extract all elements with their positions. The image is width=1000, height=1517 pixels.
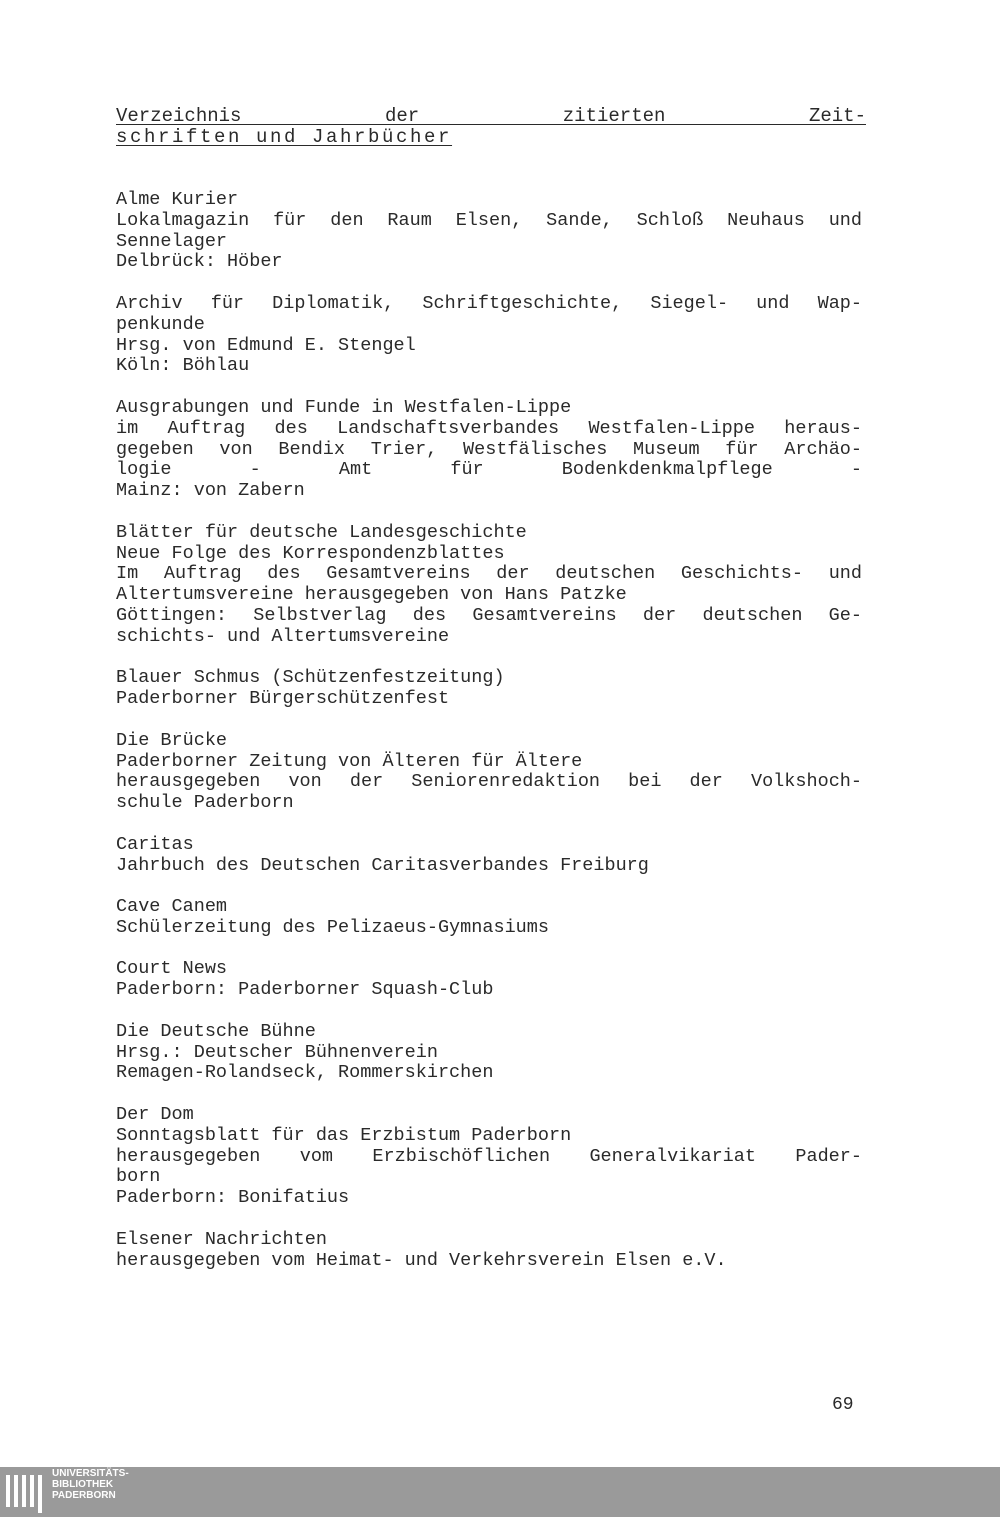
periodical-title: Alme Kurier — [116, 189, 239, 210]
periodical-entry — [116, 668, 862, 710]
periodicals-list — [116, 190, 862, 1292]
periodical-detail-line: Hrsg.: Deutscher Bühnenverein — [116, 1041, 438, 1063]
logo-line: BIBLIOTHEK — [52, 1479, 114, 1490]
periodical-entry — [116, 959, 862, 1001]
periodical-detail-line: Mainz: von Zabern — [116, 480, 305, 502]
page-title — [116, 106, 866, 148]
periodical-title: Court News — [116, 958, 228, 980]
page-number: 69 — [832, 1395, 854, 1415]
periodical-detail-line: Delbrück: Höber — [116, 251, 283, 273]
periodical-detail-line: Neue Folge des Korrespondenzblattes — [116, 542, 505, 564]
periodical-detail-line: Paderborner Bürgerschützenfest — [116, 688, 450, 710]
periodical-title: Elsener Nachrichten — [116, 1228, 327, 1250]
periodical-title: Blätter für deutsche Landesgeschichte — [116, 521, 527, 543]
periodical-detail-line: gegeben von Bendix Trier, Westfälisches Museum für Archäo- — [116, 438, 862, 460]
periodical-title: Cave Canem — [116, 896, 228, 918]
periodical-detail-line: Schülerzeitung des Pelizaeus-Gymnasiums — [116, 916, 549, 938]
periodical-detail-line: herausgegeben von der Seniorenredaktion bei der Volkshoch- — [116, 771, 862, 793]
periodical-title: Die Brücke — [116, 729, 228, 751]
periodical-title: Der Dom — [116, 1104, 194, 1126]
periodical-entry — [116, 731, 862, 814]
periodical-detail-line: Sennelager — [116, 230, 228, 252]
periodical-entry — [116, 1230, 862, 1272]
periodical-detail-line: Hrsg. von Edmund E. Stengel — [116, 334, 416, 356]
periodical-detail-line: Im Auftrag des Gesamtvereins der deutschen Geschichts- und — [116, 563, 862, 585]
periodical-title: Archiv für Diplomatik, Schriftgeschichte, Siegel- und Wap- — [116, 292, 862, 314]
periodical-entry — [116, 897, 862, 939]
periodical-entry — [116, 835, 862, 877]
logo-line: PADERBORN — [52, 1490, 116, 1501]
periodical-detail-line: im Auftrag des Landschaftsverbandes Westfalen-Lippe heraus- — [116, 417, 862, 439]
periodical-detail-line: Göttingen: Selbstverlag des Gesamtvereins der deutschen Ge- — [116, 604, 862, 626]
periodical-detail-line: Paderborn: Bonifatius — [116, 1187, 350, 1209]
periodical-entry — [116, 190, 862, 273]
periodical-detail-line: Paderborner Zeitung von Älteren für Ältere — [116, 750, 583, 772]
periodical-detail-line: logie - Amt für Bodenkdenkmalpflege - — [116, 459, 862, 481]
periodical-detail-line: Altertumsvereine herausgegeben von Hans Patzke — [116, 584, 627, 606]
title-line-1: Verzeichnis der zitierten Zeit- — [116, 105, 866, 127]
periodical-entry — [116, 1105, 862, 1209]
periodical-detail-line: schule Paderborn — [116, 792, 294, 814]
periodical-detail-line: Paderborn: Paderborner Squash-Club — [116, 979, 494, 1001]
periodical-detail-line: Sonntagsblatt für das Erzbistum Paderborn — [116, 1124, 572, 1146]
library-footer-bar — [0, 1467, 1000, 1517]
periodical-title: Die Deutsche Bühne — [116, 1020, 316, 1042]
library-logo-text — [52, 1468, 129, 1501]
periodical-detail-line: schichts- und Altertumsvereine — [116, 625, 450, 647]
periodical-title: Caritas — [116, 833, 194, 855]
periodical-detail-line: Lokalmagazin für den Raum Elsen, Sande, Schloß Neuhaus und — [116, 209, 862, 231]
logo-line: UNIVERSITÄTS- — [52, 1468, 129, 1479]
periodical-title: Ausgrabungen und Funde in Westfalen-Lippe — [116, 396, 572, 418]
periodical-entry — [116, 398, 862, 502]
periodical-title: Blauer Schmus (Schützenfestzeitung) — [116, 667, 505, 689]
periodical-entry — [116, 1022, 862, 1084]
periodical-entry — [116, 294, 862, 377]
periodical-entry — [116, 523, 862, 648]
periodical-detail-line: Köln: Böhlau — [116, 355, 250, 377]
periodical-detail-line: Remagen-Rolandseck, Rommerskirchen — [116, 1062, 494, 1084]
periodical-detail-line: herausgegeben vom Heimat- und Verkehrsverein Elsen e.V. — [116, 1249, 727, 1271]
periodical-detail-line: herausgegeben vom Erzbischöflichen Generalvikariat Pader- — [116, 1145, 862, 1167]
periodical-detail-line: penkunde — [116, 313, 205, 335]
title-line-2: schriften und Jahrbücher — [116, 126, 453, 148]
periodical-detail-line: born — [116, 1166, 161, 1188]
periodical-detail-line: Jahrbuch des Deutschen Caritasverbandes Freiburg — [116, 854, 649, 876]
